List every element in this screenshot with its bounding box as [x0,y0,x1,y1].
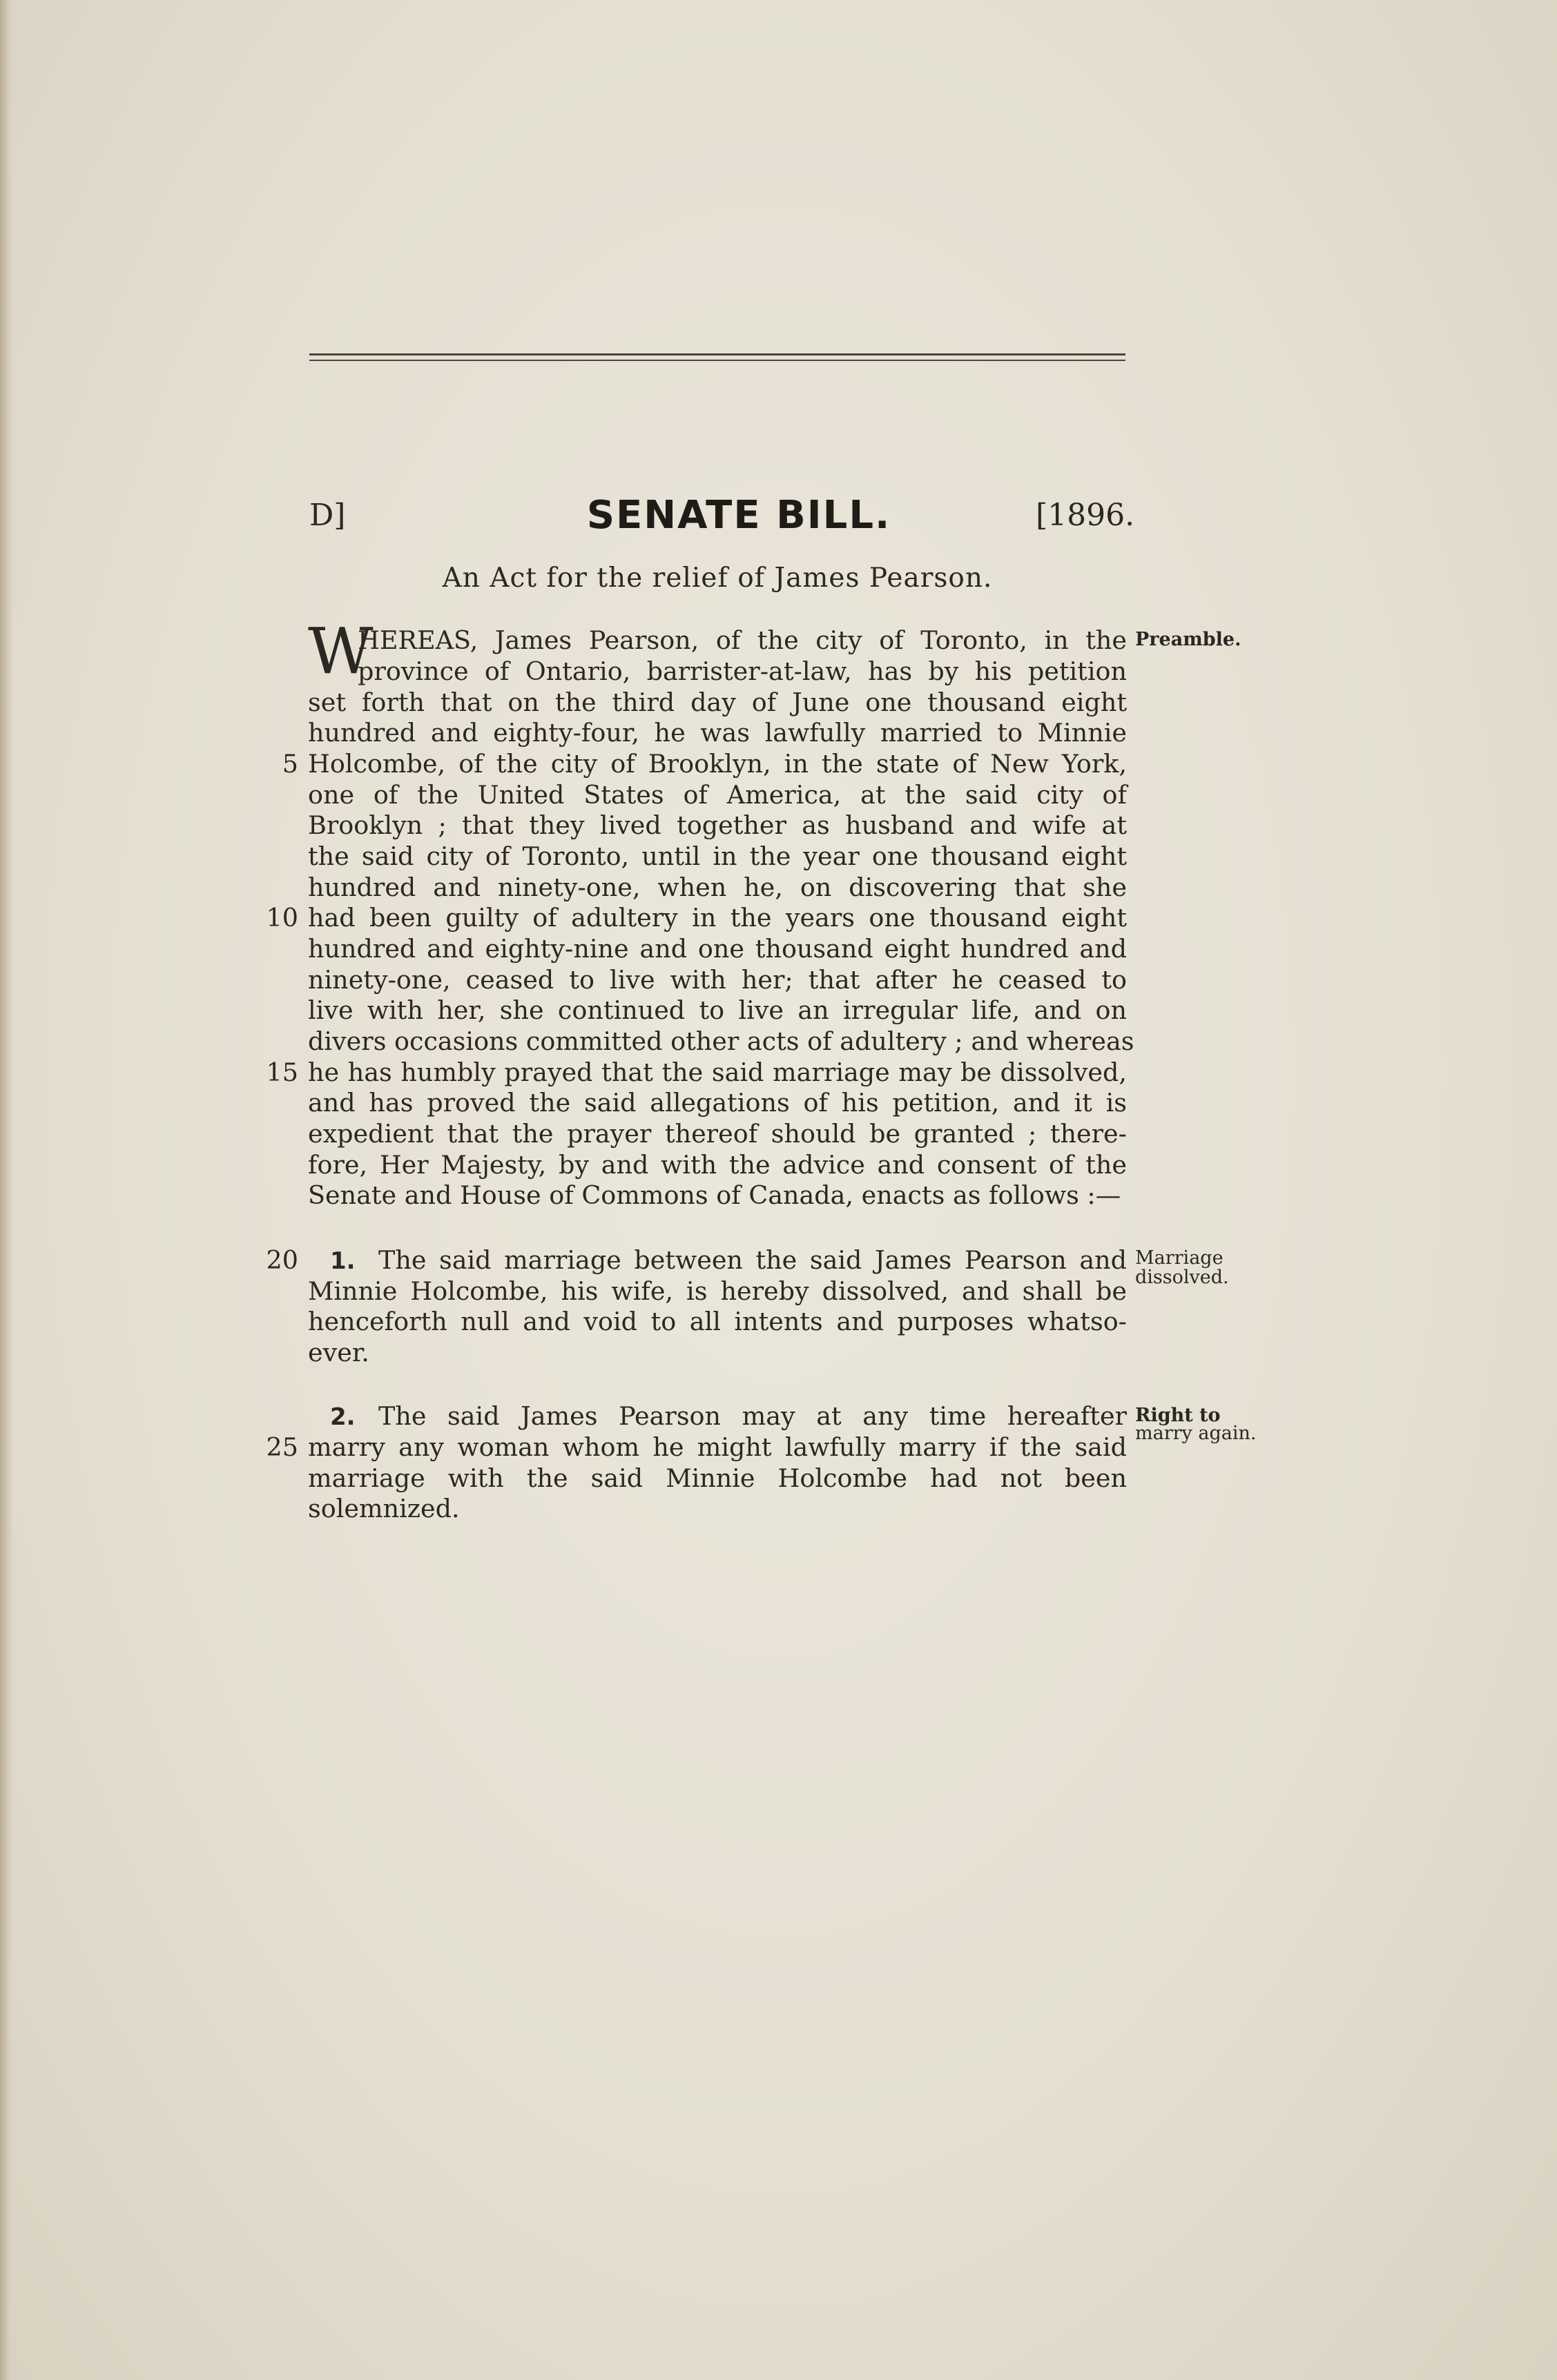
margin-note-marry-again: marry again. [1135,1423,1257,1444]
preamble-line: he has humbly prayed that the said marriage may be dissolved, [308,1057,1127,1087]
preamble-line: HEREAS, James Pearson, of the city of Toronto, in the [358,625,1127,655]
margin-note-dissolved: dissolved. [1135,1267,1229,1288]
section-number [330,1401,378,1432]
section-number [330,1245,378,1276]
preamble-line: province of Ontario, barrister-at-law, has by his petition [358,656,1127,686]
section-1-line: henceforth null and void to all intents and purposes whatso- [308,1307,1127,1336]
preamble-line: divers occasions committed other acts of adultery ; and whereas [308,1026,1134,1056]
preamble-line: Holcombe, of the city of Brooklyn, in the state of New York, [308,749,1127,779]
section-2-line: marriage with the said Minnie Holcombe had not been [308,1463,1127,1493]
margin-note-marriage: Marriage [1135,1247,1224,1269]
header-rule-thin [309,360,1125,361]
preamble-line: set forth that on the third day of June one thousand eight [308,687,1127,717]
preamble-line: hundred and eighty-nine and one thousand eight hundred and [308,934,1127,964]
line-number: 15 [266,1057,298,1087]
preamble-line: hundred and ninety-one, when he, on discovering that she [308,872,1127,902]
drop-cap: W [308,614,374,688]
section-2-line: marry any woman whom he might lawfully marry if the said [308,1432,1127,1462]
section-1-line: ever. [308,1338,369,1367]
section-1-line: Minnie Holcombe, his wife, is hereby dissolved, and shall be [308,1276,1127,1306]
bill-year: [1896. [1036,498,1135,533]
margin-note-preamble: Preamble. [1135,629,1241,650]
preamble-line: hundred and eighty-four, he was lawfully married to Minnie [308,718,1127,748]
preamble-line: Brooklyn ; that they lived together as husband and wife at [308,810,1127,840]
section-2-line: solemnized. [308,1494,460,1523]
line-number: 10 [266,903,298,933]
section-2-line: The said James Pearson may at any time hereafter [378,1401,1127,1431]
header-rule [309,353,1125,355]
preamble-line: and has proved the said allegations of his petition, and it is [308,1088,1127,1118]
preamble-line: one of the United States of America, at the said city of [308,780,1127,810]
preamble-line: the said city of Toronto, until in the year one thousand eight [308,841,1127,871]
line-number: 20 [266,1245,298,1275]
margin-note-right-to: Right to [1135,1405,1221,1426]
section-1-line: The said marriage between the said James Pearson and [378,1245,1127,1275]
line-number: 25 [266,1432,298,1462]
bill-letter: D] [309,498,346,533]
preamble-line: expedient that the prayer thereof should be granted ; there- [308,1119,1127,1149]
line-number: 5 [282,749,298,779]
preamble-line: fore, Her Majesty, by and with the advice and consent of the [308,1150,1127,1180]
preamble-line: Senate and House of Commons of Canada, enacts as follows :— [308,1180,1121,1210]
preamble-line: ninety-one, ceased to live with her; that after he ceased to [308,965,1127,995]
preamble-line: live with her, she continued to live an irregular life, and on [308,995,1127,1025]
preamble-line: had been guilty of adultery in the years one thousand eight [308,903,1127,933]
section-1-number: 1. [330,1247,356,1275]
page-title: SENATE BILL. [586,493,891,538]
page-edge [0,0,14,2380]
act-title: An Act for the relief of James Pearson. [442,563,993,594]
section-2-number: 2. [330,1403,356,1431]
